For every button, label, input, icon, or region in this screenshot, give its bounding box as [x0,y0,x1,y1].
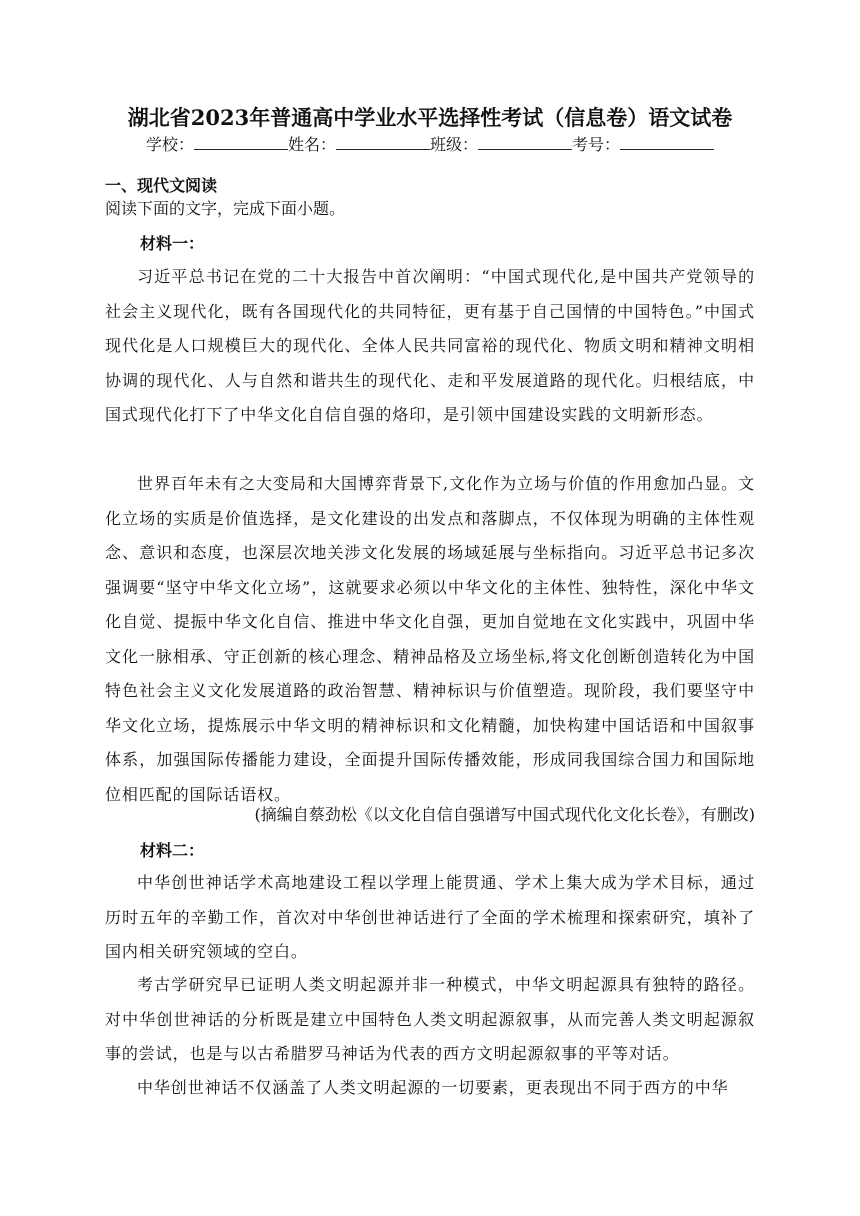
material-2-label: 材料二： [140,841,205,860]
material-1-paragraph: 习近平总书记在党的二十大报告中首次阐明：“中国式现代化,是中国共产党领导的社会主义现代化，既有各国现代化的共同特征，更有基于自己国情的中国特色。”中国式现代化是人口规模巨大的现代化、全体人民共同富裕的现代化、物质文明和精神文明相协调的现代化、人与自然和谐共生的现代化、走和平发展道路的现代化。归根结底，中国式现代化打下了中华文化自信自强的烙印，是引领中国建设实践的文明新形态。 [105,267,755,424]
material-1-label: 材料一： [140,234,205,253]
class-label: 班级： [430,135,479,154]
material-2-paragraph: 考古学研究早已证明人类文明起源并非一种模式，中华文明起源具有独特的路径。对中华创世神话的分析既是建立中国特色人类文明起源叙事，从而完善人类文明起源叙事的尝试，也是与以古希腊罗马神话为代表的西方文明起源叙事的平等对话。 [105,975,755,1063]
material-2-paragraph: 中华创世神话不仅涵盖了人类文明起源的一切要素，更表现出不同于西方的中华 [137,1078,729,1097]
school-blank [194,132,288,150]
exam-number-blank [620,132,714,150]
material-1-source: (摘编自蔡劲松《以文化自信自强谱写中国式现代化文化长卷》，有删改) [254,805,755,824]
material-2-paragraph: 中华创世神话学术高地建设工程以学理上能贯通、学术上集大成为学术目标，通过历时五年的辛勤工作，首次对中华创世神话进行了全面的学术梳理和探索研究，填补了国内相关研究领域的空白。 [105,873,755,961]
section-heading: 一、现代文阅读 [105,176,218,195]
material-1-paragraph: 世界百年未有之大变局和大国博弈背景下,文化作为立场与价值的作用愈加凸显。文化立场的实质是价值选择，是文化建设的出发点和落脚点，不仅体现为明确的主体性观念、意识和态度，也深层次地关涉文化发展的场域延展与坐标指向。习近平总书记多次强调要“坚守中华文化立场”，这就要求必须以中华文化的主体性、独特性，深化中华文化自觉、提振中华文化自信、推进中华文化自强，更加自觉地在文化实践中，巩固中华文化一脉相承、守正创新的核心理念、精神品格及立场坐标,将文化创断创造转化为中国特色社会主义文化发展道路的政治智慧、精神标识与价值塑造。现阶段，我们要坚守中华文化立场，提炼展示中华文明的精神标识和文化精髓，加快构建中国话语和中国叙事体系，加强国际传播能力建设，全面提升国际传播效能，形成同我国综合国力和国际地位相匹配的国际话语权。 [105,474,755,804]
section-instruction: 阅读下面的文字，完成下面小题。 [105,199,346,218]
exam-number-label: 考号： [572,135,621,154]
document-title: 湖北省2023年普通高中学业水平选择性考试（信息卷）语文试卷 [127,105,733,130]
student-info-line [0,132,860,157]
class-blank [478,132,572,150]
name-blank [336,132,430,150]
school-label: 学校： [145,135,194,154]
name-label: 姓名： [287,135,336,154]
